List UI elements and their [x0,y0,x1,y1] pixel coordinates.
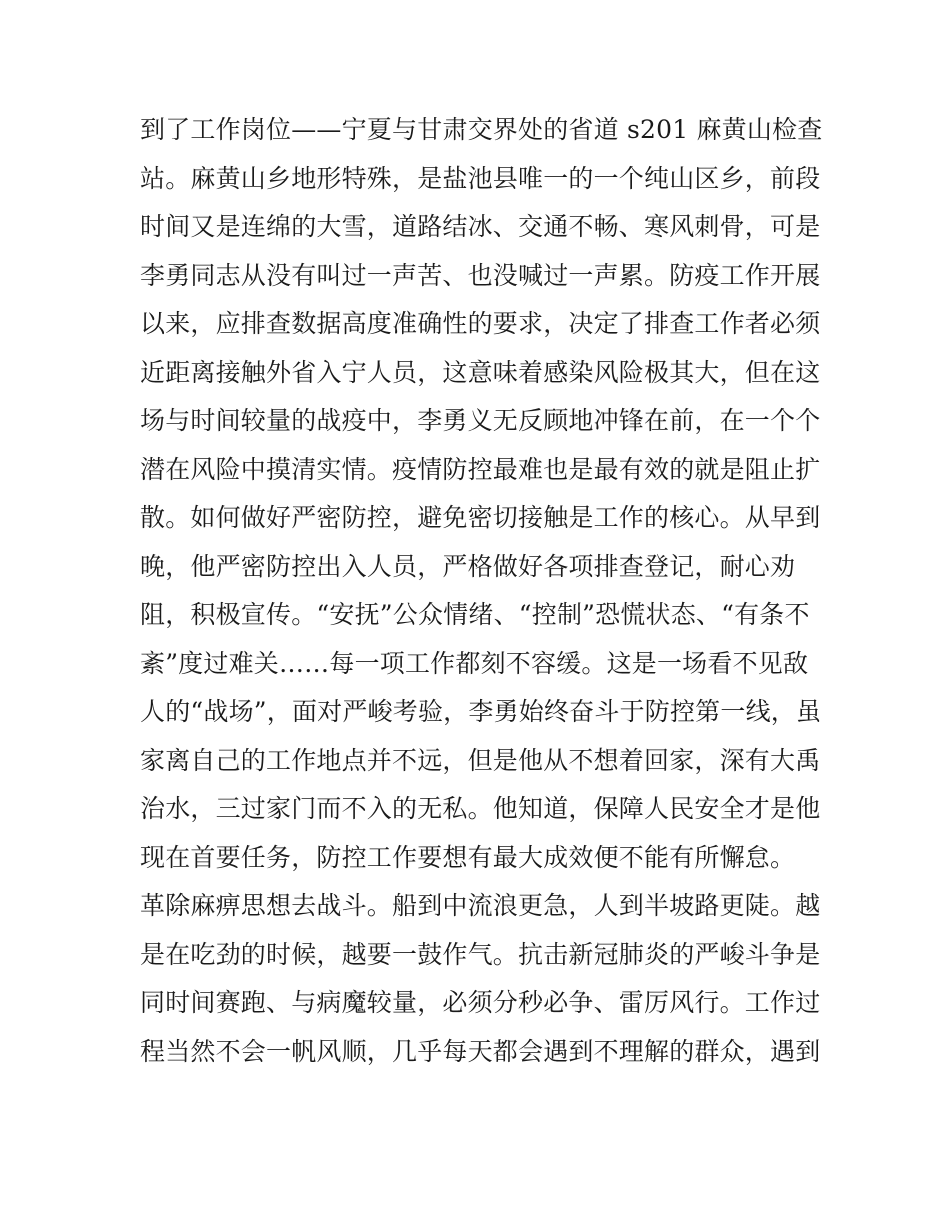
text-line: 人的“战场”，面对严峻考验，李勇始终奋斗于防控第一线，虽 [140,697,822,726]
text-line: 家离自己的工作地点并不远，但是他从不想着回家，深有大禹 [140,745,821,775]
text-line: 潜在风险中摸清实情。疫情防控最难也是最有效的就是阻止扩 [140,454,821,484]
text-line: 站。麻黄山乡地形特殊，是盐池县唯一的一个纯山区乡，前段 [140,163,821,193]
text-line: 李勇同志从没有叫过一声苦、也没喊过一声累。防疫工作开展 [140,260,821,290]
text-line: 同时间赛跑、与病魔较量，必须分秒必争、雷厉风行。工作过 [140,988,821,1017]
text-line: 现在首要任务，防控工作要想有最大成效便不能有所懈怠。 [140,842,796,872]
text-line: 到了工作岗位——宁夏与甘肃交界处的省道 s201 麻黄山检查 [140,115,823,144]
text-line: 是在吃劲的时候，越要一鼓作气。抗击新冠肺炎的严峻斗争是 [140,939,821,969]
text-line: 散。如何做好严密防控，避免密切接触是工作的核心。从早到 [140,503,821,532]
text-line: 场与时间较量的战疫中，李勇义无反顾地冲锋在前，在一个个 [140,406,821,435]
text-line: 革除麻痹思想去战斗。船到中流浪更急，人到半坡路更陡。越 [140,891,821,920]
body-text [140,106,823,1076]
text-line: 晚，他严密防控出入人员，严格做好各项排查登记，耐心劝 [140,551,796,581]
text-line: 以来，应排查数据高度准确性的要求，决定了排查工作者必须 [140,309,821,338]
text-line: 阻，积极宣传。“安抚”公众情绪、“控制”恐慌状态、“有条不 [140,600,810,629]
text-line: 紊”度过难关……每一项工作都刻不容缓。这是一场看不见敌 [140,648,809,678]
text-line: 程当然不会一帆风顺，几乎每天都会遇到不理解的群众，遇到 [140,1036,821,1066]
text-line: 近距离接触外省入宁人员，这意味着感染风险极其大，但在这 [140,357,821,387]
text-line: 时间又是连绵的大雪，道路结冰、交通不畅、寒风刺骨，可是 [140,212,821,241]
text-line: 治水，三过家门而不入的无私。他知道，保障人民安全才是他 [140,794,821,823]
